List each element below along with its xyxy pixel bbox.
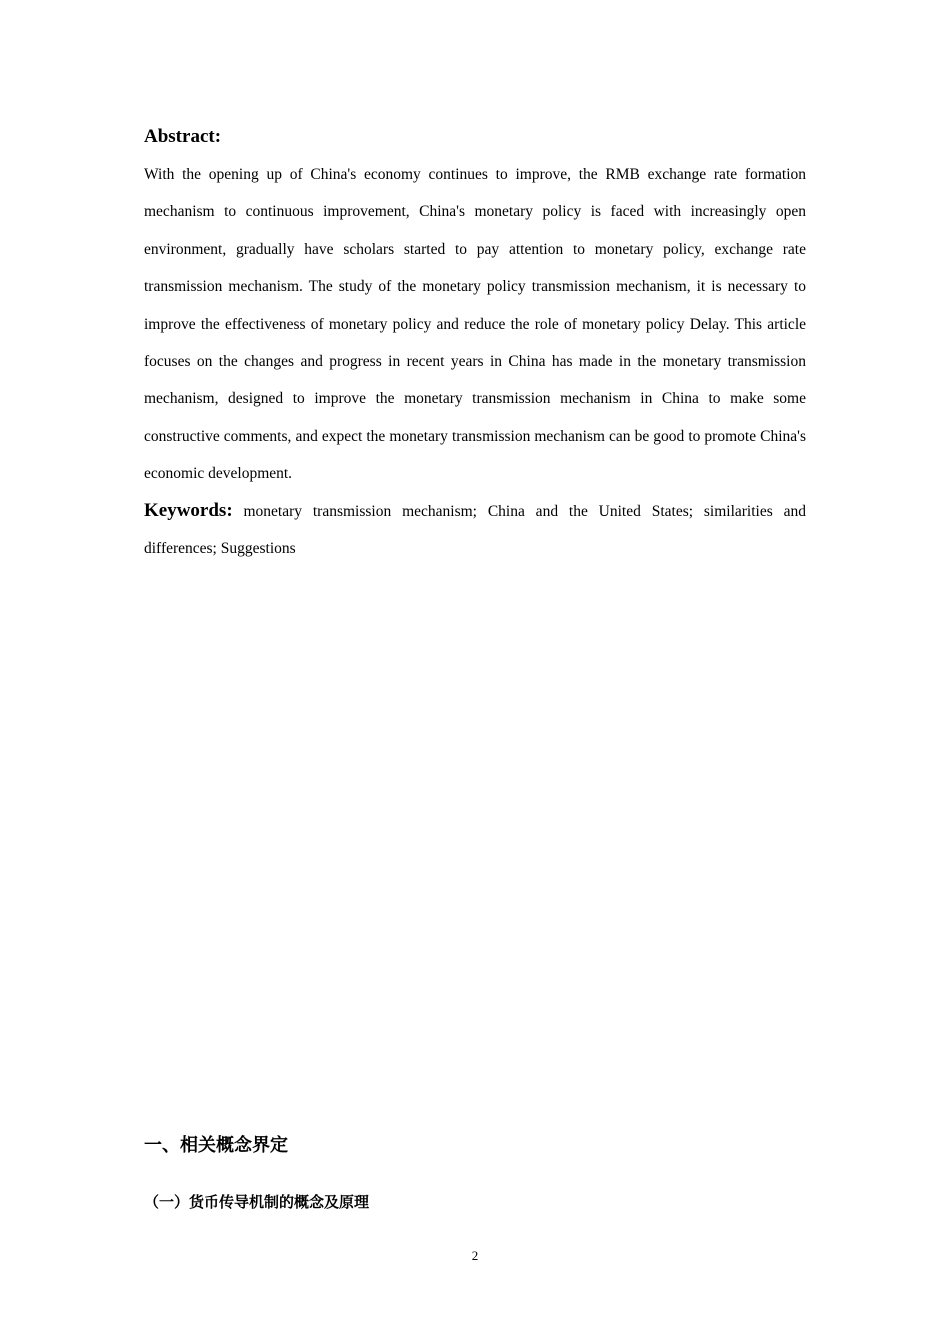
abstract-body: With the opening up of China's economy continues to improve, the RMB exchange rate formation mechanism to continuous improvement, China's monetary policy is faced with increasingly open environment, gradually have scholars started to pay attention to monetary policy, exchange rate transmission mechanism. The study of the monetary policy transmission mechanism, it is necessary to improve the effectiveness of monetary policy and reduce the role of monetary policy Delay. This article focuses on the changes and progress in recent years in China has made in the monetary transmission mechanism, designed to improve the monetary transmission mechanism in China to make some constructive comments, and expect the monetary transmission mechanism can be good to promote China's economic development. (144, 166, 806, 483)
subsection-heading: （一）货币传导机制的概念及原理 (144, 1193, 370, 1211)
page-number: 2 (471, 1248, 479, 1263)
abstract-heading: Abstract: (144, 126, 222, 147)
section-heading: 一、相关概念界定 (144, 1135, 288, 1156)
keywords-text: monetary transmission mechanism; China and the United States; similarities and differences; Suggestions (144, 503, 806, 557)
keywords-label: Keywords: (144, 500, 233, 521)
keywords-paragraph (144, 493, 806, 567)
